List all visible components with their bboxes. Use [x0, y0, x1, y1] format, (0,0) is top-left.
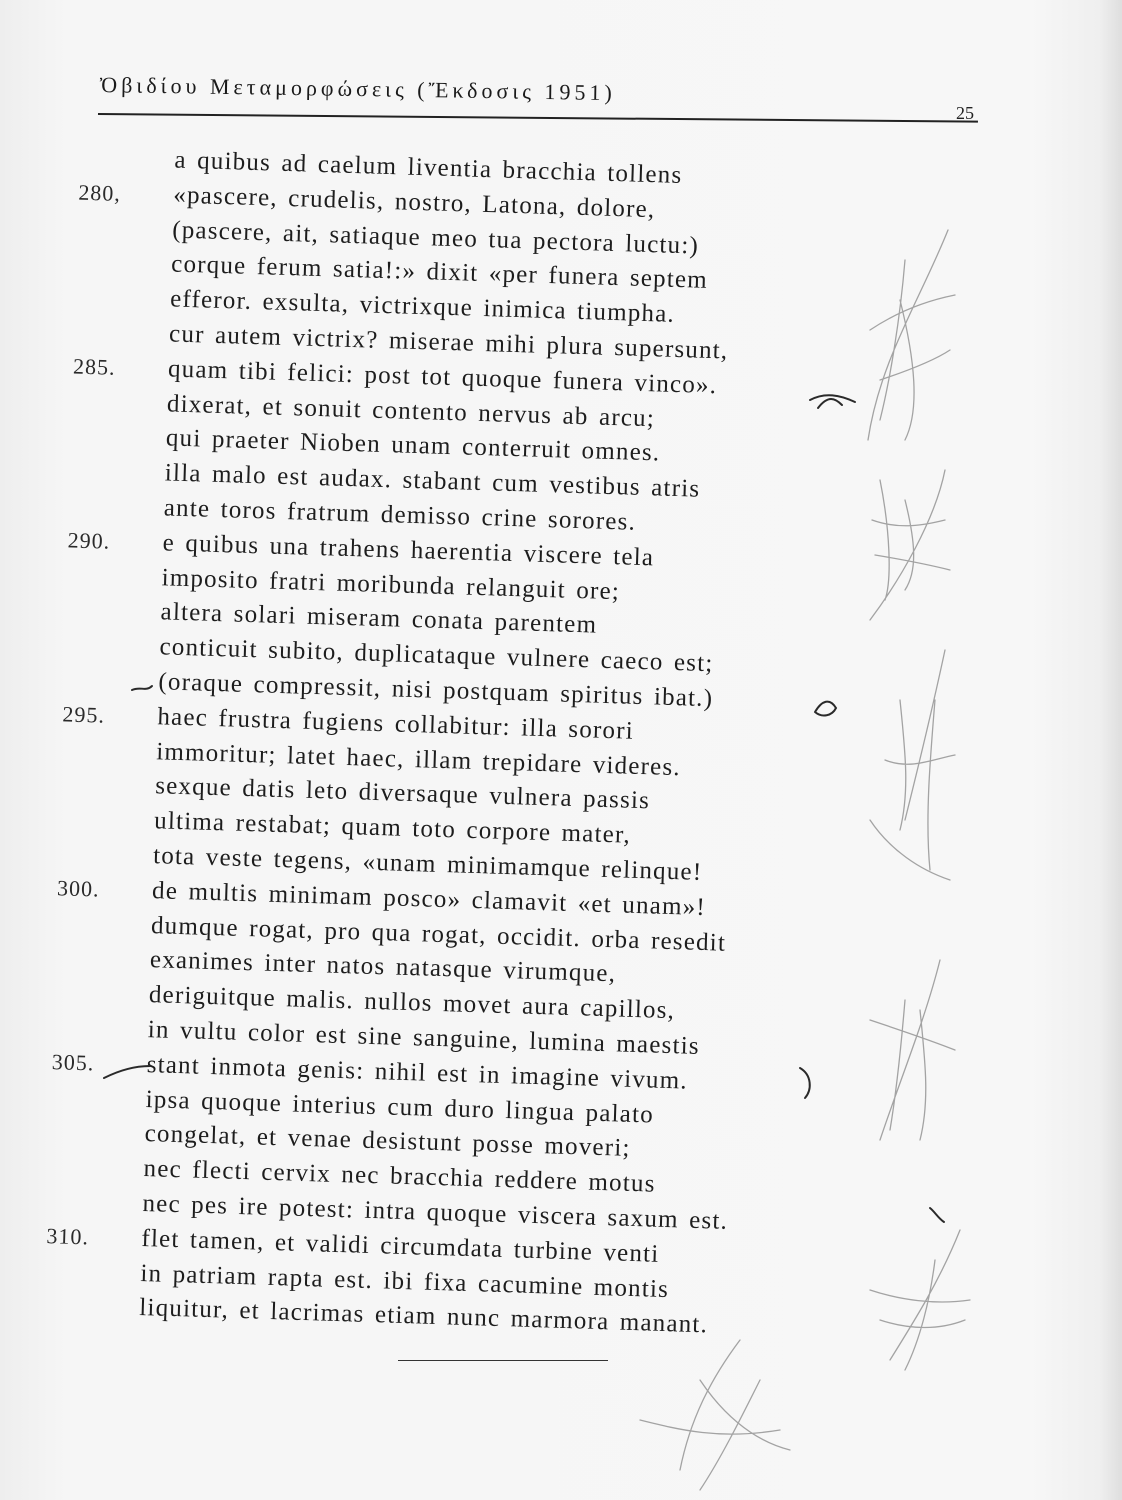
verse-text: (oraque compressit, nisi postquam spiritus ibat.) — [158, 668, 714, 713]
verse-text: dumque rogat, pro qua rogat, occidit. orba resedit — [150, 911, 727, 957]
verse-text: sexque datis leto diversaque vulnera passis — [154, 772, 651, 815]
scribble-mark — [870, 1230, 970, 1370]
scribble-mark — [640, 1340, 790, 1490]
page-edge-shadow — [1100, 0, 1122, 1500]
verse-text: imposito fratri moribunda relanguit ore; — [161, 563, 621, 605]
ink-scribble-mark — [930, 1208, 944, 1222]
verse-text: nec flecti cervix nec bracchia reddere motus — [143, 1155, 657, 1198]
verse-text: (pascere, ait, satiaque meo tua pectora luctu:) — [171, 216, 700, 260]
verse-text: ante toros fratrum demisso crine sorores. — [163, 494, 637, 536]
verse-text: «pascere, crudelis, nostro, Latona, dolore, — [172, 181, 656, 224]
line-number: 285. — [72, 353, 116, 380]
verse-text: quam tibi felici: post tot quoque funera vinco». — [167, 355, 718, 399]
verse-text: illa malo est audax. stabant cum vestibus atris — [164, 459, 701, 503]
scribble-mark — [868, 230, 955, 440]
verse-text: nec pes ire potest: intra quoque viscera saxum est. — [142, 1189, 729, 1235]
verse-text: ipsa quoque interius cum duro lingua palato — [145, 1085, 655, 1129]
verse-text: conticuit subito, duplicataque vulnere caeco est; — [159, 633, 714, 678]
line-number: 310. — [46, 1222, 90, 1250]
verse-text: altera solari miseram conata parentem — [160, 598, 598, 639]
header-rule — [98, 113, 978, 123]
scribble-mark — [870, 470, 950, 620]
verse-text: de multis minimam posco» clamavit «et unam»! — [151, 876, 707, 921]
verse-text: in patriam rapta est. ibi fixa cacumine montis — [140, 1259, 670, 1303]
verse-text: congelat, et venae desistunt posse moveri; — [144, 1120, 631, 1163]
verse-text: a quibus ad caelum liventia bracchia tollens — [174, 146, 683, 190]
verse-text: immoritur; latet haec, illam trepidare videres. — [155, 737, 682, 781]
verse-text: ultima restabat; quam toto corpore mater, — [153, 807, 632, 849]
verse-text: tota veste tegens, «unam minimamque relinque! — [152, 842, 703, 886]
verse-text: liquitur, et lacrimas etiam nunc marmora manant. — [138, 1294, 709, 1339]
line-number: 290. — [67, 527, 111, 554]
verse-text: e quibus una trahens haerentia viscere tela — [162, 529, 655, 572]
line-number: 280, — [78, 179, 122, 206]
page-number: 25 — [956, 103, 974, 123]
verse-text: in vultu color est sine sanguine, lumina maestis — [147, 1016, 701, 1060]
verse-text: exanimes inter natos natasque virumque, — [149, 946, 617, 988]
line-number: 305. — [51, 1048, 95, 1076]
verse-text: qui praeter Nioben unam conterruit omnes. — [165, 424, 661, 467]
verse-text: efferor. exsulta, victrixque inimica tiumpha. — [169, 285, 676, 329]
line-number: 300. — [56, 875, 101, 902]
running-title: Ὀβιδίου Μεταμορφώσεις (Ἔκδοσις 1951) — [99, 72, 616, 106]
scribble-mark — [870, 650, 955, 880]
scribble-mark — [870, 960, 955, 1140]
line-number: 295. — [62, 701, 106, 728]
end-rule — [398, 1360, 608, 1361]
verse-text: cur autem victrix? miserae mihi plura supersunt, — [168, 320, 729, 365]
verse-text: corque ferum satia!:» dixit «per funera septem — [170, 250, 709, 295]
verse-text: dixerat, et sonuit contento nervus ab arcu; — [166, 389, 656, 432]
verse-text: haec frustra fugiens collabitur: illa sorori — [157, 703, 635, 745]
verse-text: deriguitque malis. nullos movet aura capillos, — [148, 981, 676, 1025]
verse-text: stant inmota genis: nihil est in imagine vivum. — [146, 1050, 689, 1095]
verse-block — [24, 140, 880, 1348]
line-number — [80, 141, 175, 144]
verse-text: flet tamen, et validi circumdata turbine venti — [141, 1224, 660, 1268]
